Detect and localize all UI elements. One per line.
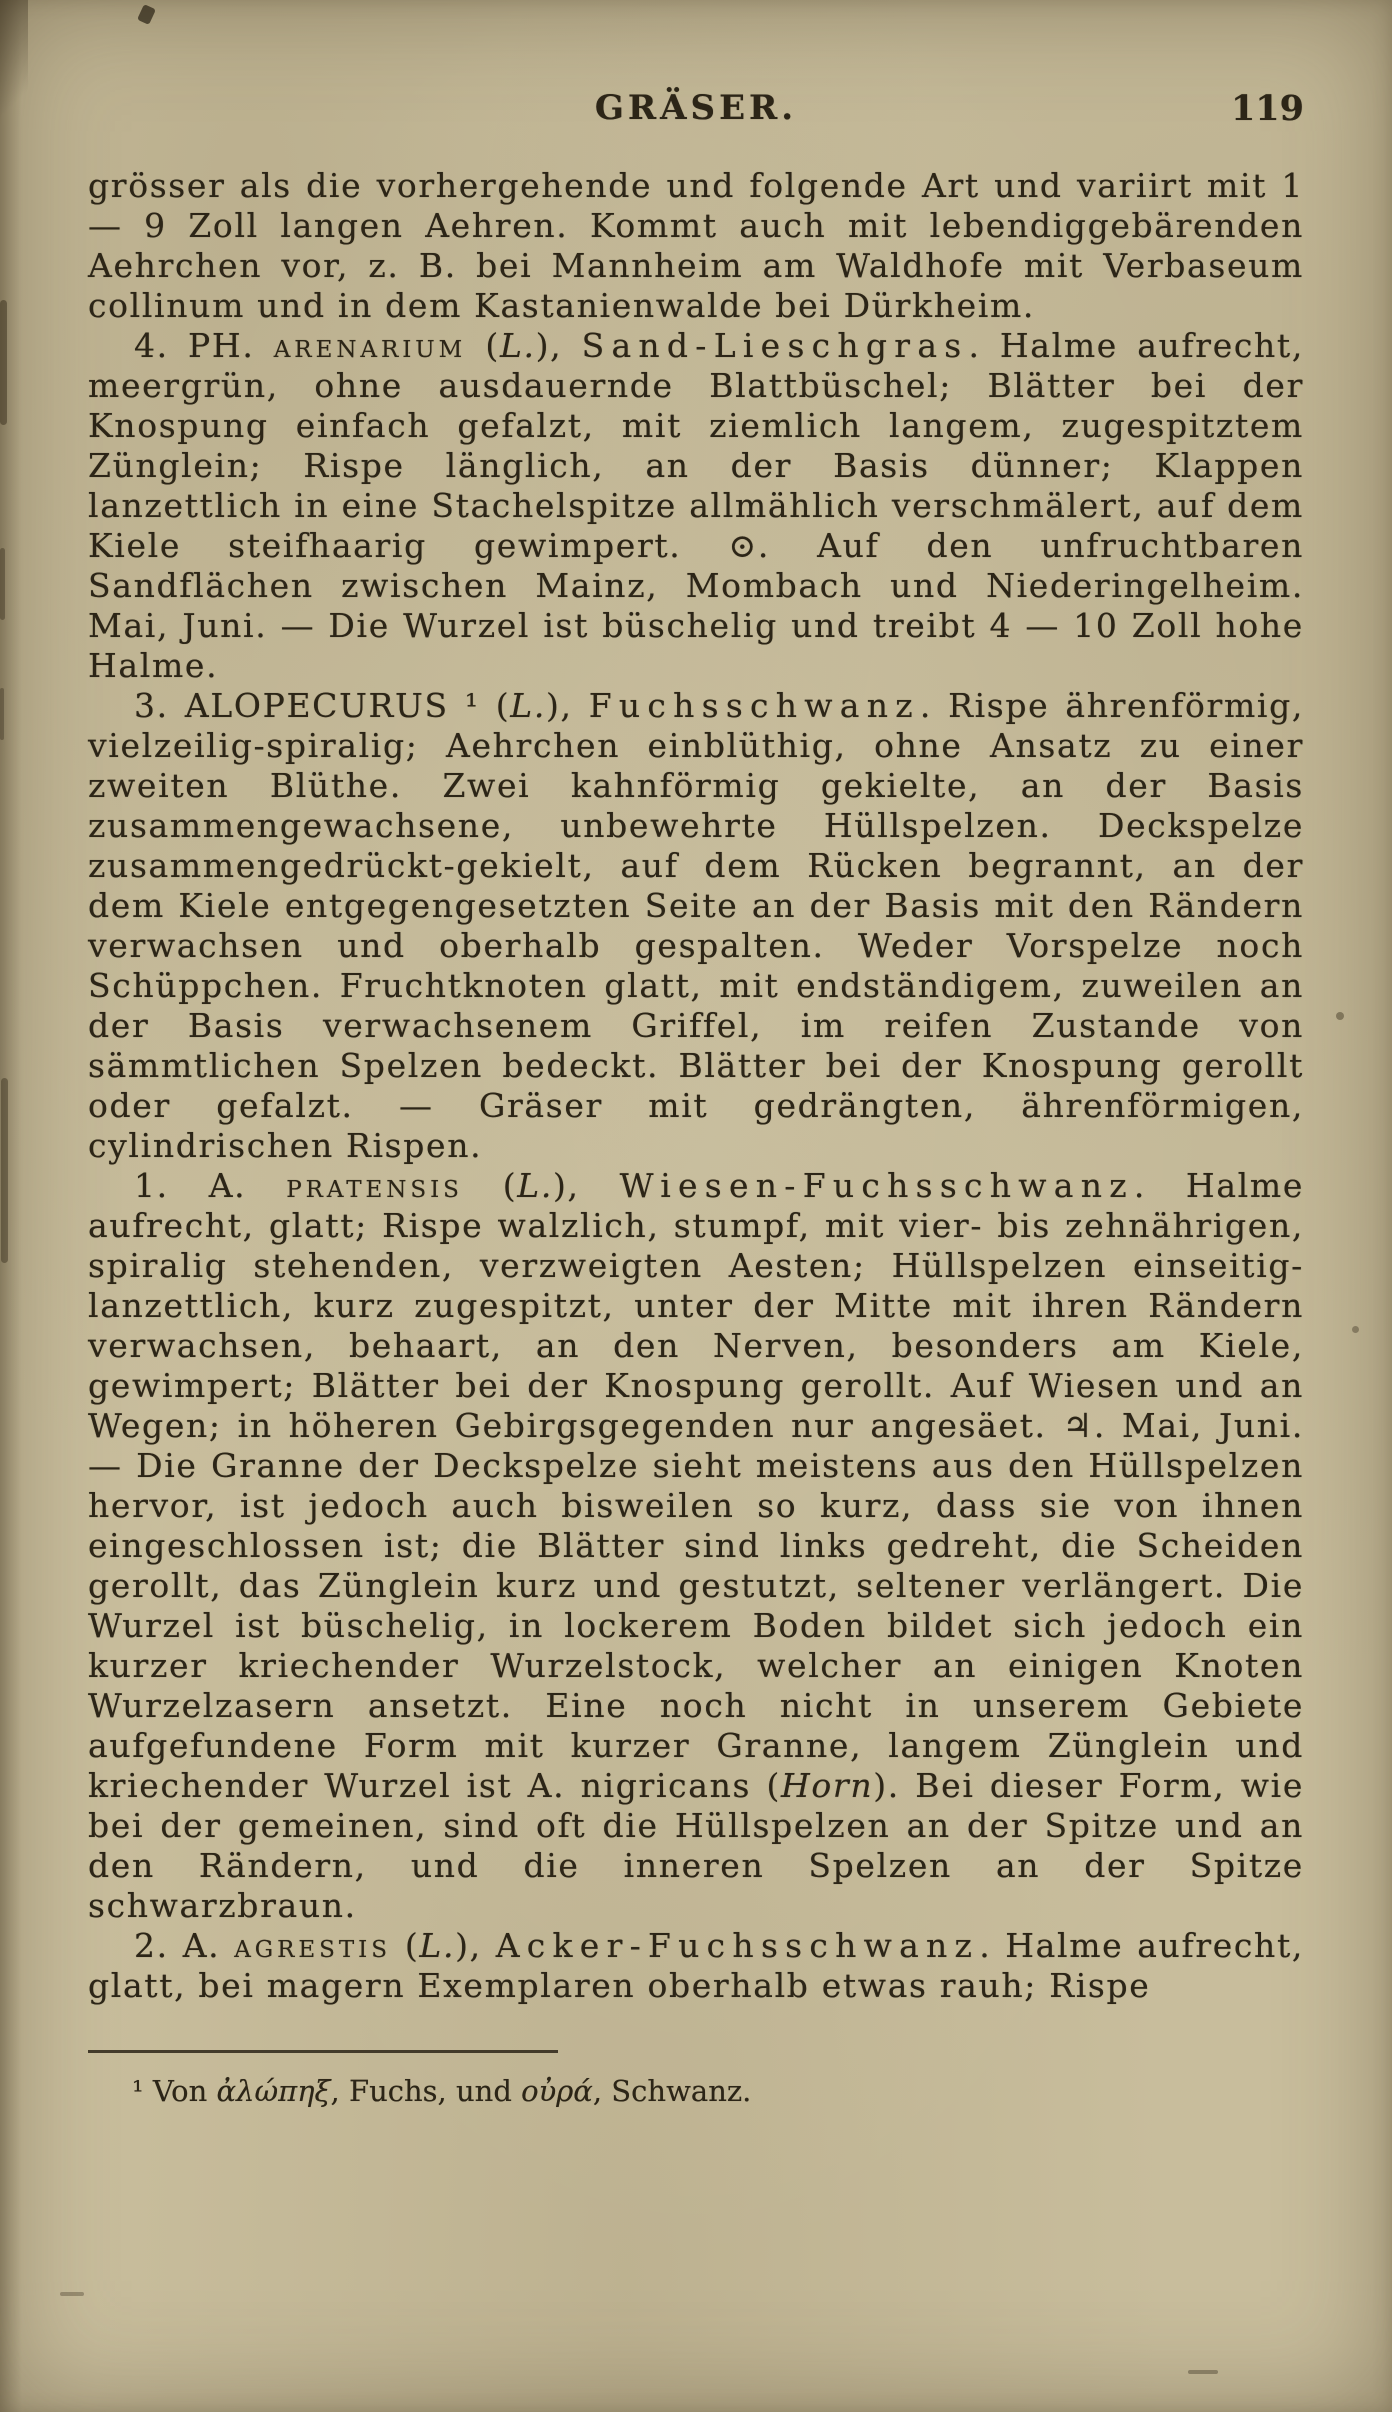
text-run: ). Bei dieser Form, wie bei der gemeinen, sind oft die Hüllspelzen an der Spitze und an den Rändern, und die inneren Spelzen an der Spitze schwarzbraun. [88, 1766, 1304, 1925]
text-run: ( [466, 326, 500, 365]
text-run: Fuchsschwanz [588, 686, 920, 725]
paragraph [88, 1926, 1304, 2006]
page-number: 119 [1230, 88, 1304, 129]
scan-artifact [1188, 2370, 1218, 2374]
text-run: ), [535, 326, 582, 365]
text-run: . Halme aufrecht, meergrün, ohne ausdauernde Blattbüschel; Blätter bei der Knospung einfach gefalzt, mit ziemlich langem, zugespitztem Zünglein; Rispe länglich, an der Basis dünner; Klappen lanzettlich in eine Stachelspitze allmählich verschmälert, auf dem Kiele steifhaarig gewimpert. ⊙. Auf den unfruchtbaren Sandflächen zwischen Mainz, Mombach und Niederingelheim. Mai, Juni. — Die Wurzel ist büschelig und treibt 4 — 10 Zoll hohe Halme. [88, 326, 1304, 685]
text-run: . Halme aufrecht, glatt, bei magern Exemplaren oberhalb etwas rauh; Rispe [88, 1926, 1305, 2005]
text-run: ), [553, 1166, 620, 1205]
text-run: L. [499, 326, 536, 365]
page-content [88, 88, 1304, 2109]
text-run: ), [546, 686, 589, 725]
scan-artifact [0, 0, 28, 130]
scan-artifact [0, 688, 4, 740]
text-run: 3. ALOPECURUS ¹ ( [134, 686, 511, 725]
scan-artifact [137, 4, 156, 25]
text-run: agrestis [234, 1926, 391, 1965]
text-run: , Fuchs, und [330, 2074, 522, 2108]
text-run: . Rispe ährenförmig, vielzeilig-spiralig; Aehrchen einblüthig, ohne Ansatz zu einer zweiten Blüthe. Zwei kahnförmig gekielte, an der Basis zusammengewachsene, unbewehrte Hüllspelzen. Deckspelze zusammengedrückt-gekielt, auf dem Rücken begrannt, an der dem Kiele entgegengesetzten Seite an der Basis mit den Rändern verwachsen und oberhalb gespalten. Weder Vorspelze noch Schüppchen. Fruchtknoten glatt, mit endständigem, zuweilen an der Basis verwachsenem Griffel, im reifen Zustande von sämmtlichen Spelzen bedeckt. Blätter bei der Knospung gerollt oder gefalzt. — Gräser mit gedrängten, ährenförmigen, cylindrischen Rispen. [88, 686, 1305, 1165]
text-run: ἀλώπηξ [216, 2074, 331, 2108]
scan-artifact [1, 1078, 8, 1263]
text-run: L. [517, 1166, 554, 1205]
text-run: ), [455, 1926, 496, 1965]
text-run: ¹ Von [132, 2074, 217, 2108]
text-run: οὐρά [521, 2074, 593, 2108]
paragraph [88, 1166, 1304, 1926]
paragraph [88, 166, 1304, 326]
footnote [88, 2073, 1304, 2109]
text-run: Acker-Fuchsschwanz [495, 1926, 980, 1965]
text-run: Horn [780, 1766, 874, 1805]
footnote-rule [88, 2050, 558, 2053]
text-run: arenarium [273, 326, 467, 365]
text-run: 4. PH. [134, 326, 274, 365]
page-body [88, 166, 1304, 2006]
text-run: Sand-Lieschgras [581, 326, 969, 365]
text-run: L. [419, 1926, 456, 1965]
page-header [88, 88, 1304, 134]
text-run: 1. A. [134, 1166, 287, 1205]
scan-artifact [0, 300, 7, 425]
footnote-text [132, 2074, 751, 2108]
paragraph [88, 686, 1304, 1166]
scan-edge-shadow [0, 0, 22, 2412]
text-run: ( [390, 1926, 420, 1965]
text-run: ( [462, 1166, 518, 1205]
text-run: grösser als die vorhergehende und folgende Art und variirt mit 1 — 9 Zoll langen Aehren. Kommt auch mit lebendiggebärenden Aehrchen vor, z. B. bei Mannheim am Waldhofe mit Verbaseum collinum und in dem Kastanienwalde bei Dürkheim. [88, 166, 1304, 325]
scan-artifact [0, 548, 5, 620]
text-run: pratensis [286, 1166, 463, 1205]
text-run: . Halme aufrecht, glatt; Rispe walzlich, stumpf, mit vier- bis zehnährigen, spiralig stehenden, verzweigten Aesten; Hüllspelzen einseitig-lanzettlich, kurz zugespitzt, unter der Mitte mit ihren Rändern verwachsen, behaart, an den Nerven, besonders am Kiele, gewimpert; Blätter bei der Knospung gerollt. Auf Wiesen und an Wegen; in höheren Gebirgsgegenden nur angesäet. ♃. Mai, Juni. — Die Granne der Deckspelze sieht meistens aus den Hüllspelzen hervor, ist jedoch auch bisweilen so kurz, dass sie von ihnen eingeschlossen ist; die Blätter sind links gedreht, die Scheiden gerollt, das Zünglein kurz und gestutzt, seltener verlängert. Die Wurzel ist büschelig, in lockerem Boden bildet sich jedoch ein kurzer kriechender Wurzelstock, welcher an einigen Knoten Wurzelzasern ansetzt. Eine noch nicht in unserem Gebiete aufgefundene Form mit kurzer Granne, langem Zünglein und kriechender Wurzel ist A. nigricans ( [88, 1166, 1305, 1805]
text-run: L. [510, 686, 546, 725]
running-title: GRÄSER. [594, 88, 798, 128]
text-run: Wiesen-Fuchsschwanz [619, 1166, 1134, 1205]
scan-artifact [60, 2292, 84, 2296]
text-run: , Schwanz. [592, 2074, 752, 2108]
scan-artifact [1352, 1326, 1359, 1333]
paragraph [88, 326, 1304, 686]
scan-artifact [1336, 1012, 1344, 1020]
text-run: 2. A. [134, 1926, 235, 1965]
